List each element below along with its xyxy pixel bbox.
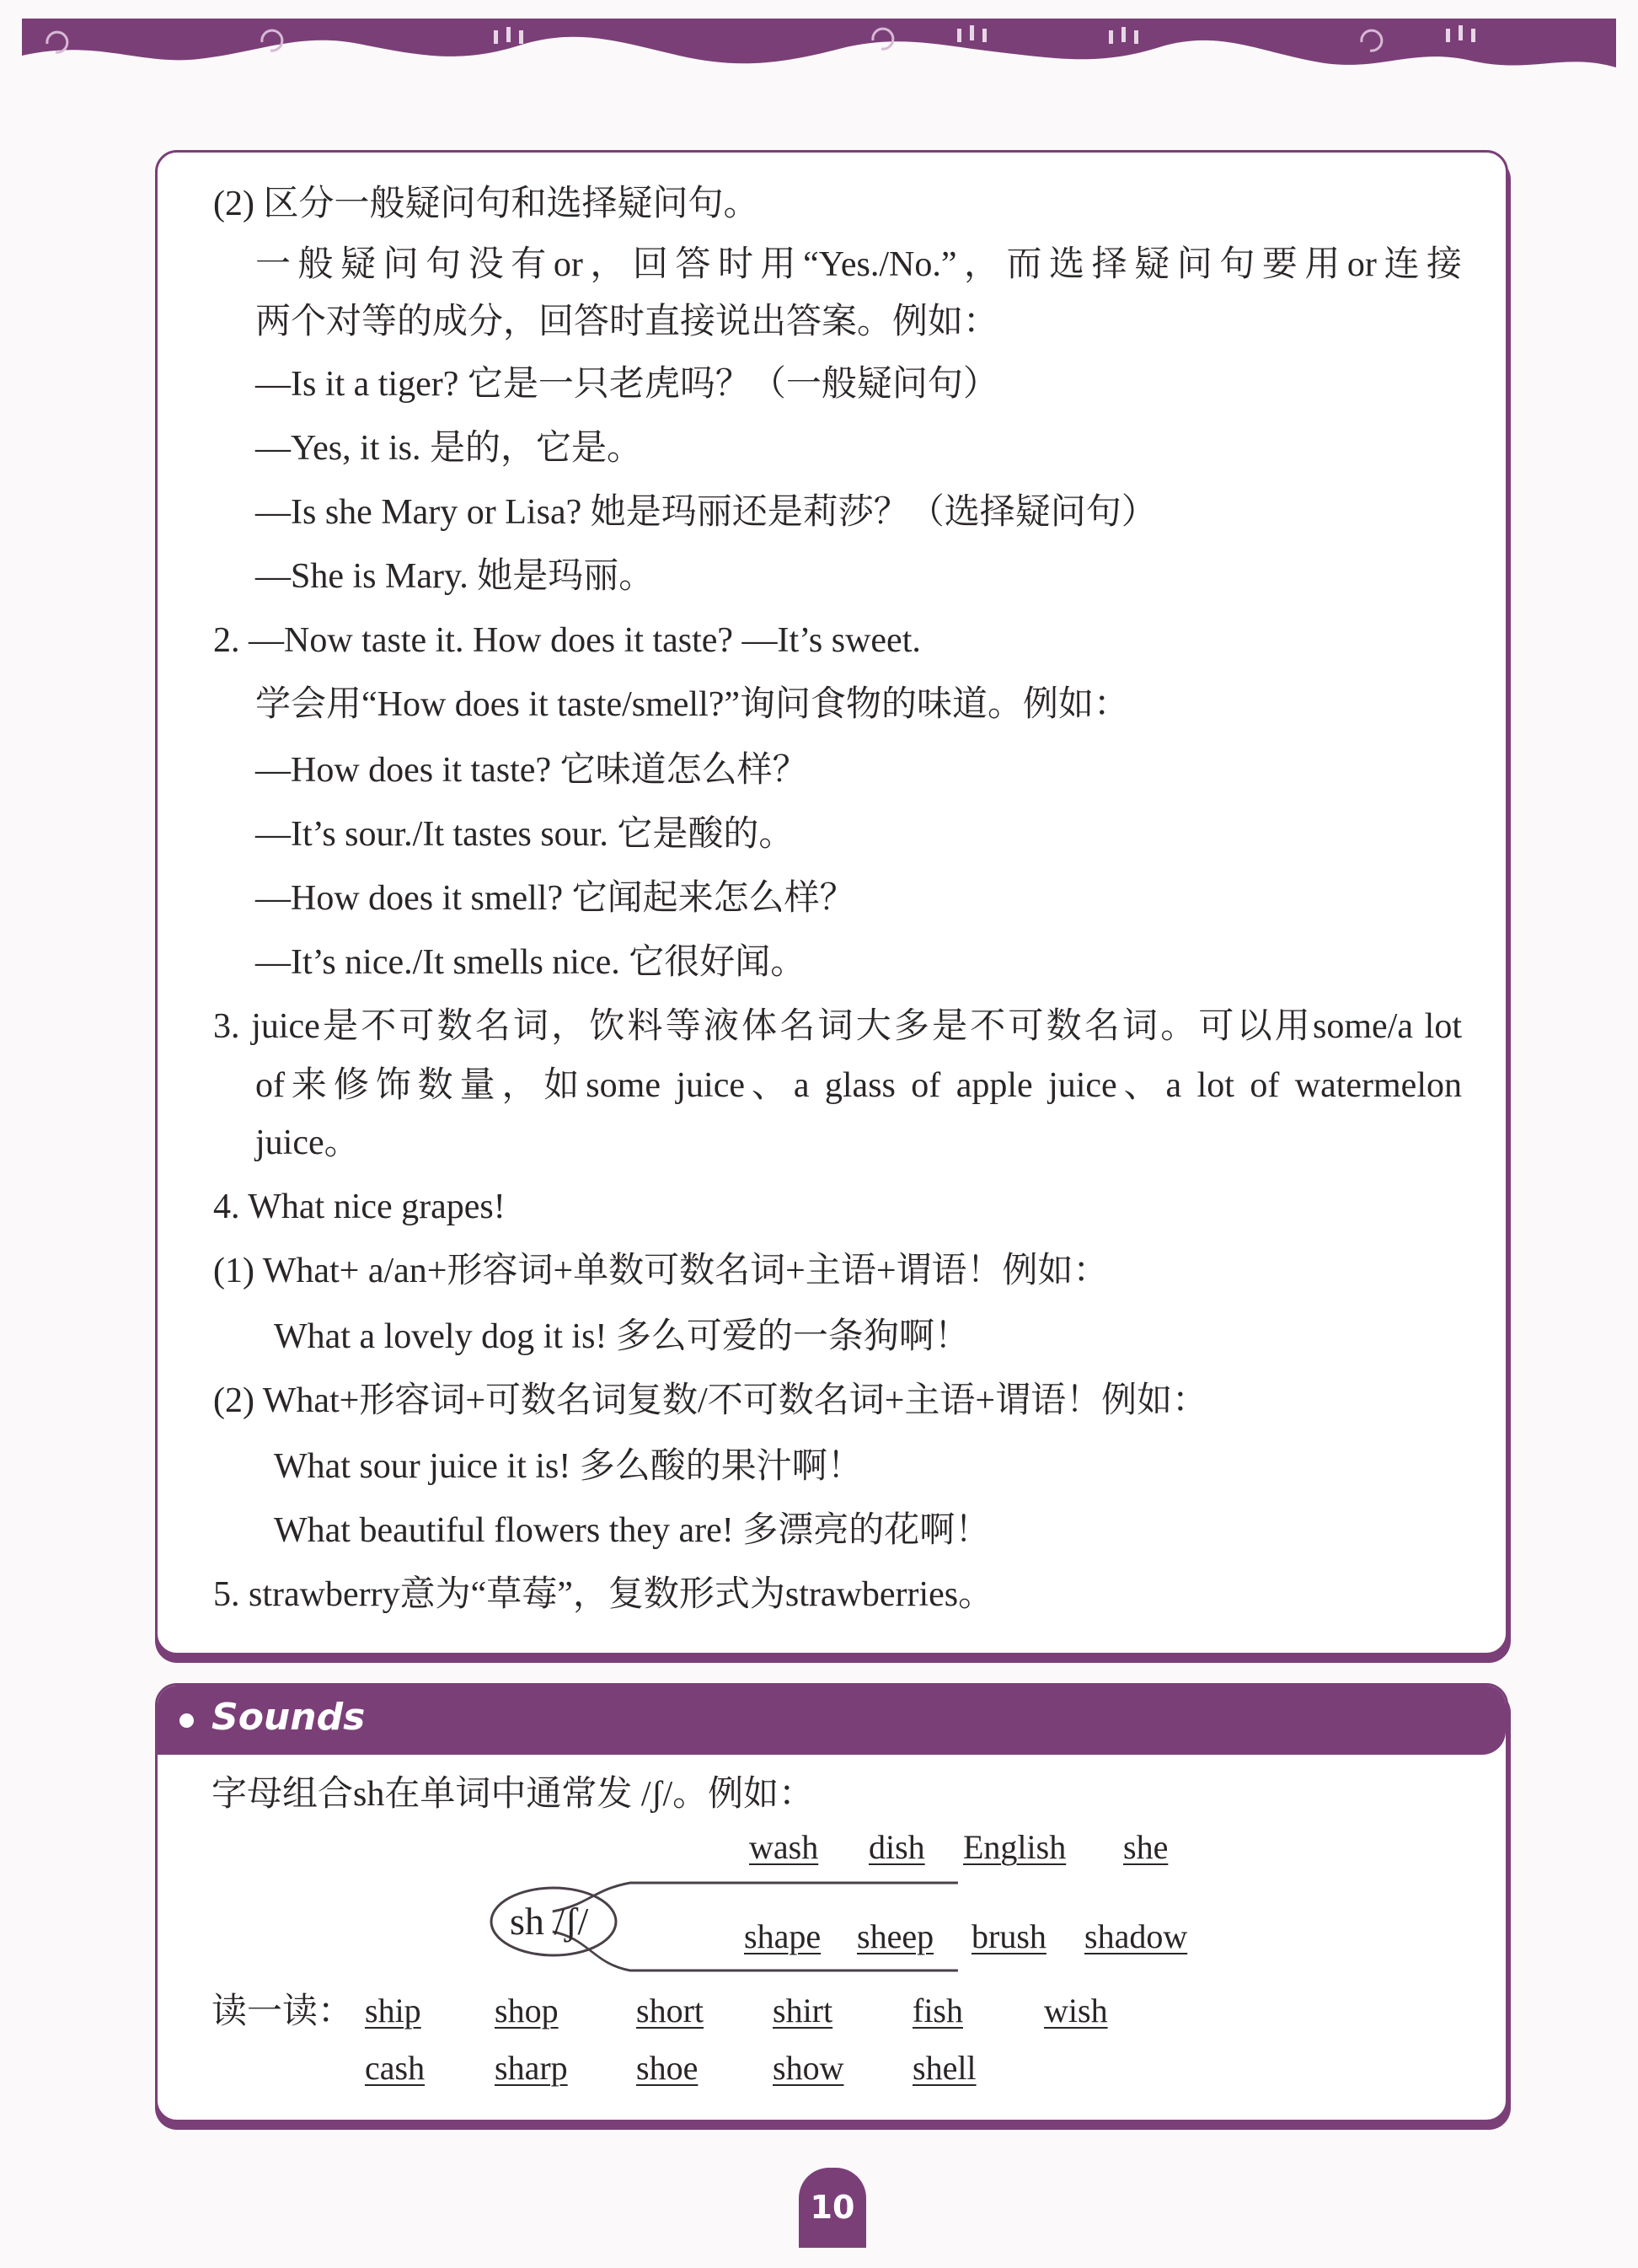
read-word: ship [365,1992,421,2029]
branch-top-word: she [1123,1828,1169,1866]
note-2-1-para-line2: 两个对等的成分，回答时直接说出答案。例如： [255,303,999,341]
note-3-line1: 3. juice是不可数名词，饮料等液体名词大多是不可数名词。可以用some/a lot [213,1007,1462,1046]
note-5: 5. strawberry意为“草莓”，复数形式为strawberries。 [213,1575,994,1614]
read-word: sharp [495,2049,568,2087]
sounds-title: Sounds [211,1696,366,1739]
note-3-line2: of来修饰数量，如some juice、a glass of apple juice、a lot of watermelon [255,1066,1462,1105]
note-2-example-2: —It’s sour./It tastes sour. 它是酸的。 [255,815,795,854]
sh-phoneme-label: sh /ʃ/ [510,1900,589,1943]
grammar-notes-box [155,150,1508,1655]
note-2-1-example-3: —Is she Mary or Lisa? 她是玛丽还是莉莎？（选择疑问句） [255,493,1157,532]
branch-bottom-word: shadow [1084,1917,1188,1955]
note-2-1-heading: (2) 区分一般疑问句和选择疑问句。 [213,185,759,223]
branch-top-word: English [963,1828,1067,1866]
branch-bottom-word: sheep [857,1917,934,1955]
sounds-box [155,1683,1508,2122]
note-2-1-example-1: —Is it a tiger? 它是一只老虎吗？（一般疑问句） [255,365,998,404]
branch-top-word: dish [869,1828,925,1866]
sounds-intro: 字母组合sh在单词中通常发 /ʃ/。例如： [211,1775,815,1814]
read-word: shell [913,2049,977,2087]
note-4-sub1: (1) What+ a/an+形容词+单数可数名词+主语+谓语！例如： [213,1252,1109,1290]
note-2-intro: 学会用“How does it taste/smell?”询问食物的味道。例如： [255,685,1130,724]
read-word: short [636,1992,704,2029]
branch-top-word: wash [749,1828,819,1866]
note-4-heading: 4. What nice grapes! [213,1188,506,1226]
read-aloud-label: 读一读： [211,1992,354,2031]
note-2-1-para-line1: 一般疑问句没有or，回答时用“Yes./No.”，而选择疑问句要用or连接 [255,245,1462,284]
note-4-sub1-example: What a lovely dog it is! 多么可爱的一条狗啊！ [274,1317,970,1356]
note-4-sub2-example-2: What beautiful flowers they are! 多漂亮的花啊！ [274,1511,991,1550]
page-number: 10 [799,2168,866,2248]
note-2-1-example-2: —Yes, it is. 是的，它是。 [255,429,642,468]
decorative-banner [22,19,1616,78]
note-2-example-4: —It’s nice./It smells nice. 它很好闻。 [255,943,806,982]
read-word: shirt [773,1992,833,2029]
sounds-header [158,1686,1506,1755]
read-word: wish [1044,1992,1108,2029]
bullet-icon [179,1713,194,1728]
note-4-sub2-example-1: What sour juice it is! 多么酸的果汁啊！ [274,1447,863,1486]
note-2-heading: 2. —Now taste it. How does it taste? —It’s sweet. [213,621,921,660]
note-4-sub2: (2) What+形容词+可数名词复数/不可数名词+主语+谓语！例如： [213,1381,1208,1420]
read-word: cash [365,2049,426,2087]
note-2-example-1: —How does it taste? 它味道怎么样？ [255,751,808,790]
note-3-line3: juice。 [255,1123,360,1162]
read-word: fish [913,1992,963,2029]
branch-bottom-word: brush [972,1917,1046,1955]
note-2-1-example-4: —She is Mary. 她是玛丽。 [255,557,655,596]
read-word: show [773,2049,844,2087]
note-2-example-3: —How does it smell? 它闻起来怎么样？ [255,879,855,918]
read-word: shoe [636,2049,699,2087]
read-word: shop [495,1992,559,2029]
branch-bottom-word: shape [744,1917,822,1955]
